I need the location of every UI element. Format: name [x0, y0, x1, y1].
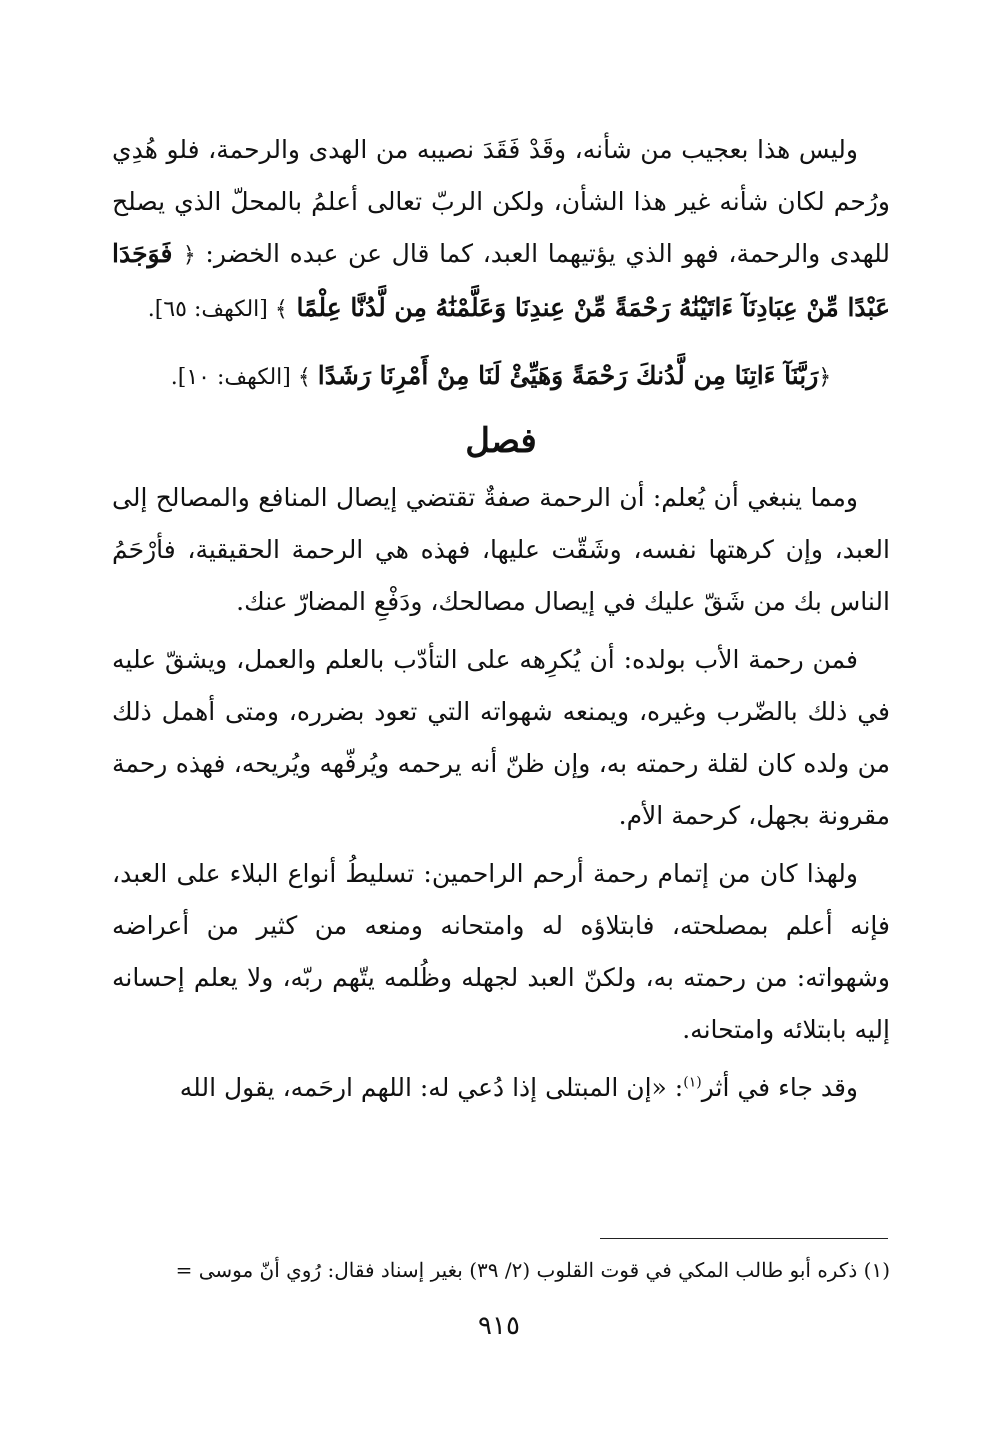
verse-citation: [الكهف: ١٠].: [170, 365, 298, 390]
section-heading: فصل: [465, 421, 537, 461]
paragraph-1-text: وليس هذا بعجيب من شأنه، وقَدْ فَقَدَ نصيبه من الهدى والرحمة، فلو هُدِي ورُحم لكان شأنه غير هذا الشأن، ولكن الربّ تعالى أعلمُ بالمحلّ الذي يصلح للهدى والرحمة، فهو الذي يؤتيهما العبد، كما قال عن عبده الخضر:: [112, 135, 890, 268]
quran-verse-kahf-10: رَبَّنَآ ءَاتِنَا مِن لَّدُنكَ رَحْمَةً وَهَيِّئْ لَنَا مِنْ أَمْرِنَا رَشَدًا: [317, 361, 819, 390]
paragraph-4: فمن رحمة الأب بولده: أن يُكرِهه على التأدّب بالعلم والعمل، ويشقّ عليه في ذلك بالضّرب وغيره، ويمنعه شهواته التي تعود بضرره، ومتى أهمل ذلك من ولده كان لقلة رحمته به، وإن ظنّ أنه يرحمه ويُرفّهه ويُريحه، فهذه رحمة مقرونة بجهل، كرحمة الأم.: [112, 645, 890, 830]
quran-close-bracket: ﴾: [274, 297, 288, 322]
quran-verse-kahf-65: فَوَجَدَا عَبْدًا مِّنْ عِبَادِنَآ ءَاتَيْنَٰهُ رَحْمَةً مِّنْ عِندِنَا وَعَلَّمْنَٰهُ مِن لَّدُنَّا عِلْمًا: [112, 239, 890, 322]
quran-close-bracket: ﴾: [297, 365, 318, 390]
quran-open-bracket: ﴿: [182, 243, 196, 268]
verse-line: [112, 350, 890, 404]
footnote: (١) ذكره أبو طالب المكي في قوت القلوب (٢/ ٣٩) بغير إسناد فقال: رُوي أنّ موسى =: [175, 1258, 890, 1282]
footnote-separator: [600, 1238, 888, 1239]
paragraph-6: [112, 1062, 890, 1114]
quran-open-bracket: ﴿: [818, 365, 832, 390]
footnote-reference[interactable]: (١): [683, 1074, 702, 1091]
verse-citation: [الكهف: ٦٥].: [147, 297, 275, 322]
main-text: [112, 124, 890, 1114]
paragraph-1: [112, 124, 890, 336]
paragraph-5: ولهذا كان من إتمام رحمة أرحم الراحمين: تسليطُ أنواع البلاء على العبد، فإنه أعلم بمصلحته، فابتلاؤه له وامتحانه ومنعه من كثير من أعراضه وشهواته: من رحمته به، ولكنّ العبد لجهله وظُلمه يتّهم ربّه، ولا يعلم إحسانه إليه بابتلائه وامتحانه.: [112, 859, 890, 1044]
paragraph-6-quote: : «إن المبتلى إذا دُعي له: اللهم ارحَمه، يقول الله: [179, 1073, 684, 1102]
page-number: ٩١٥: [478, 1311, 520, 1341]
paragraph-3: ومما ينبغي أن يُعلم: أن الرحمة صفةٌ تقتضي إيصال المنافع والمصالح إلى العبد، وإن كرهتها نفسه، وشَقّت عليها، فهذه هي الرحمة الحقيقية، فأرْحَمُ الناس بك من شَقّ عليك في إيصال مصالحك، ودَفْعِ المضارّ عنك.: [112, 483, 890, 616]
paragraph-6-text: وقد جاء في أثر: [701, 1073, 858, 1102]
